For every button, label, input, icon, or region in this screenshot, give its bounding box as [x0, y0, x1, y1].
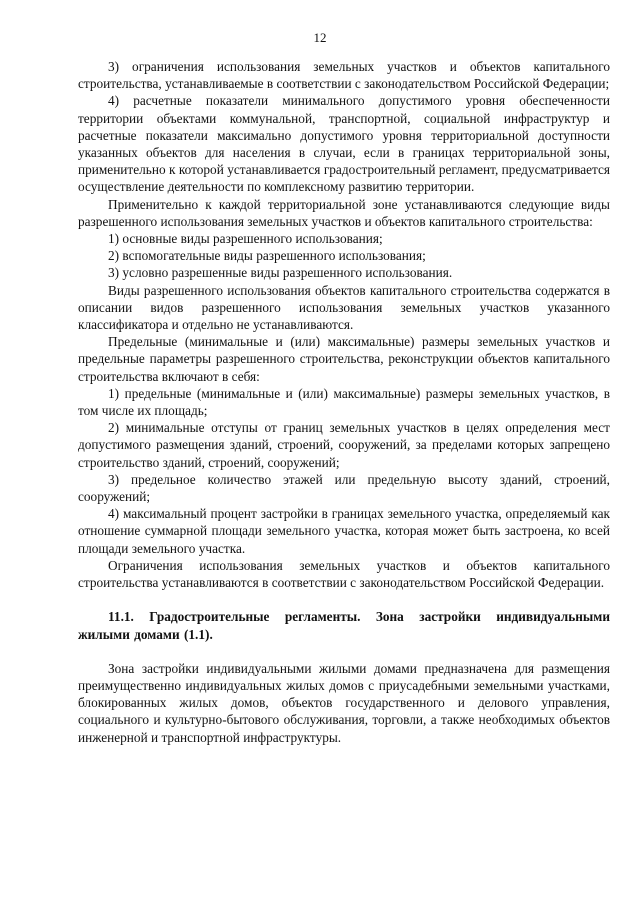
list-item-build-percentage: 4) максимальный процент застройки в границах земельного участка, определяемый как отношение суммарной площади земельного участка, которая может быть застроена, ко всей площади земельного участка. [78, 506, 610, 556]
paragraph-capital-construction-uses: Виды разрешенного использования объектов капитального строительства содержатся в описании видов разрешенного использования земельных участков указанного классификатора и отдельно не устанавливаются. [78, 282, 610, 333]
page-number: 12 [313, 30, 327, 45]
document-body [78, 58, 610, 746]
list-item-plot-sizes: 1) предельные (минимальные и (или) максимальные) размеры земельных участков, в том числе их площадь; [78, 385, 610, 419]
list-item-main-uses: 1) основные виды разрешенного использования; [108, 231, 383, 247]
list-item-conditional-uses: 3) условно разрешенные виды разрешенного использования. [108, 265, 453, 281]
section-body: Зона застройки индивидуальными жилыми домами предназначена для размещения преимущественно индивидуальных жилых домов с приусадебными земельными участками, блокированных жилых домов, объектов государственного и делового управления, социального и культурно-бытового обслуживания, торговли, а также необходимых объектов инженерной и транспортной инфраструктуры. [78, 660, 610, 745]
paragraph-restrictions: 3) ограничения использования земельных участков и объектов капитального строительства, устанавливаемые в соответствии с законодательством Российской Федерации; [78, 59, 610, 92]
paragraph-usage-restrictions: Ограничения использования земельных участков и объектов капитального строительства устанавливаются в соответствии с законодательством Российской Федерации. [78, 557, 610, 591]
list-item-floors-height: 3) предельное количество этажей или предельную высоту зданий, строений, сооружений; [78, 471, 610, 505]
list-item-auxiliary-uses: 2) вспомогательные виды разрешенного использования; [108, 248, 426, 264]
paragraph-calculated-indicators: 4) расчетные показатели минимального допустимого уровня обеспеченности территории объектами коммунальной, транспортной, социальной инфраструктур и расчетные показатели максимально допустимого уровня территориальной доступности указанных объектов для населения в случаи, если в границах территориальной зоны, применительно к которой устанавливается градостроительный регламент, предусматривается осуществление деятельности по комплексному развитию территории. [78, 93, 610, 195]
paragraph-limit-parameters-intro: Предельные (минимальные и (или) максимальные) размеры земельных участков и предельные параметры разрешенного строительства, реконструкции объектов капитального строительства включают в себя: [78, 334, 610, 384]
list-item-setbacks: 2) минимальные отступы от границ земельных участков в целях определения мест допустимого размещения зданий, строений, сооружений, за пределами которых запрещено строительство зданий, строений, сооружений; [78, 420, 610, 470]
section-heading: 11.1. Градостроительные регламенты. Зона застройки индивидуальными жилыми домами (1.1). [78, 609, 610, 642]
paragraph-permitted-use-intro: Применительно к каждой территориальной зоне устанавливаются следующие виды разрешенного использования земельных участков и объектов капитального строительства: [78, 196, 610, 229]
